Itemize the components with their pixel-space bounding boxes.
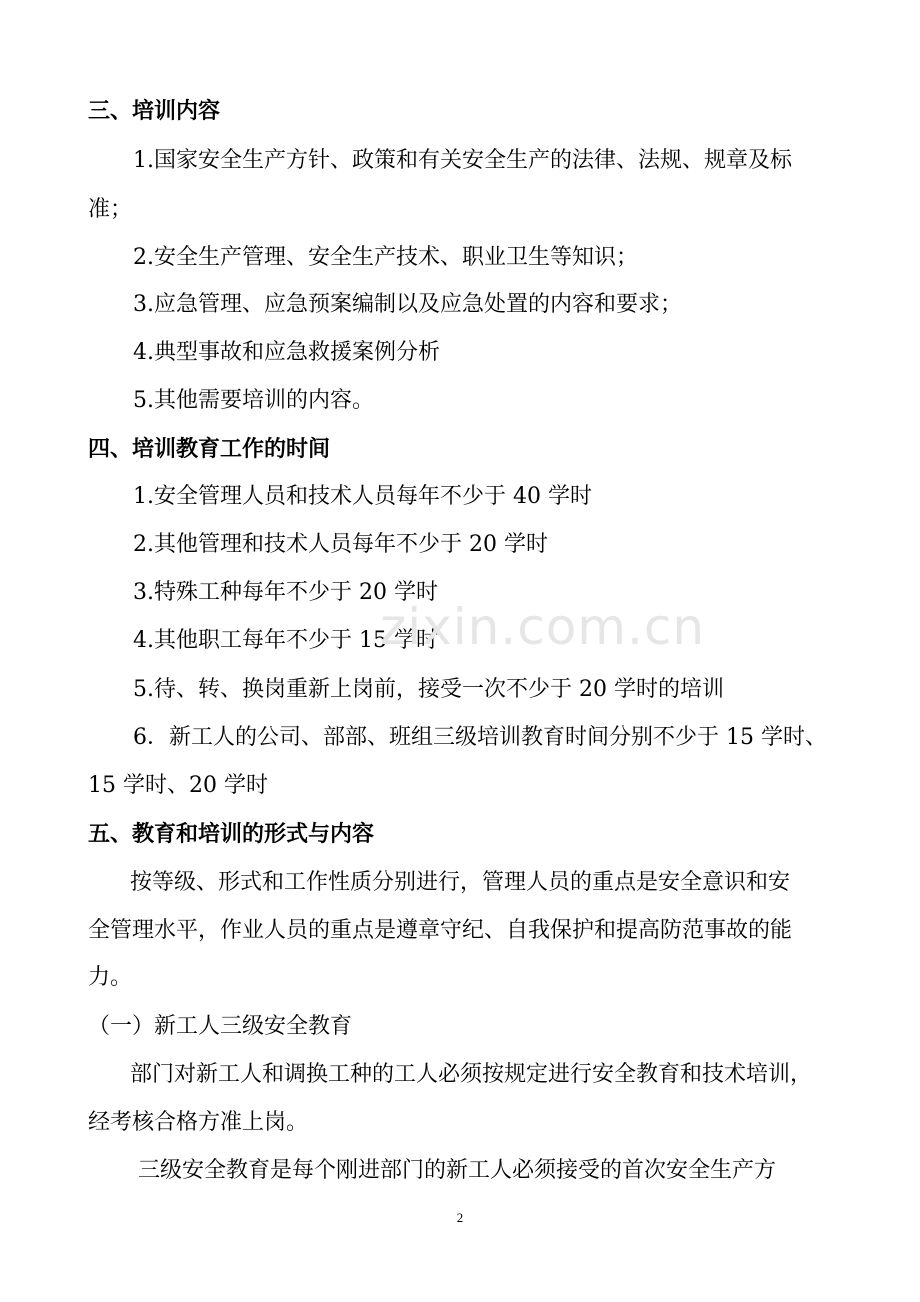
list-item: 4.典型事故和应急救援案例分析 xyxy=(133,340,440,365)
watermark: zixin.com.cn xyxy=(380,598,706,656)
list-item: 1.安全管理人员和技术人员每年不少于 40 学时 xyxy=(133,484,592,509)
list-item-continuation: 15 学时、20 学时 xyxy=(88,773,268,798)
page-number: 2 xyxy=(456,1210,464,1225)
list-item: 3.应急管理、应急预案编制以及应急处置的内容和要求； xyxy=(133,292,682,317)
list-item: 3.特殊工种每年不少于 20 学时 xyxy=(133,580,438,605)
list-item: 4.其他职工每年不少于 15 学时 xyxy=(133,628,438,653)
paragraph-line: 三级安全教育是每个刚进部门的新工人必须接受的首次安全生产方 xyxy=(138,1158,777,1183)
paragraph-line: 按等级、形式和工作性质分别进行，管理人员的重点是安全意识和安 xyxy=(130,870,791,895)
list-item: 5.待、转、换岗重新上岗前，接受一次不少于 20 学时的培训 xyxy=(133,677,724,702)
paragraph-line: 力。 xyxy=(88,965,133,990)
subsection-heading: （一）新工人三级安全教育 xyxy=(88,1014,353,1039)
section-heading-training-content: 三、培训内容 xyxy=(88,99,221,124)
section-heading-training-form: 五、教育和培训的形式与内容 xyxy=(88,822,375,847)
list-item: 6．新工人的公司、部部、班组三级培训教育时间分别不少于 15 学时、 xyxy=(133,725,827,750)
list-item: 1.国家安全生产方针、政策和有关安全生产的法律、法规、规章及标 xyxy=(133,148,792,173)
paragraph-line: 经考核合格方准上岗。 xyxy=(88,1110,309,1135)
list-item-continuation: 准； xyxy=(88,197,133,222)
list-item: 2.其他管理和技术人员每年不少于 20 学时 xyxy=(133,532,548,557)
list-item: 5.其他需要培训的内容。 xyxy=(133,388,374,413)
section-heading-training-time: 四、培训教育工作的时间 xyxy=(88,437,331,462)
list-item: 2.安全生产管理、安全生产技术、职业卫生等知识； xyxy=(133,245,638,270)
paragraph-line: 全管理水平，作业人员的重点是遵章守纪、自我保护和提高防范事故的能 xyxy=(88,918,793,943)
paragraph-line: 部门对新工人和调换工种的工人必须按规定进行安全教育和技术培训， xyxy=(130,1062,813,1087)
